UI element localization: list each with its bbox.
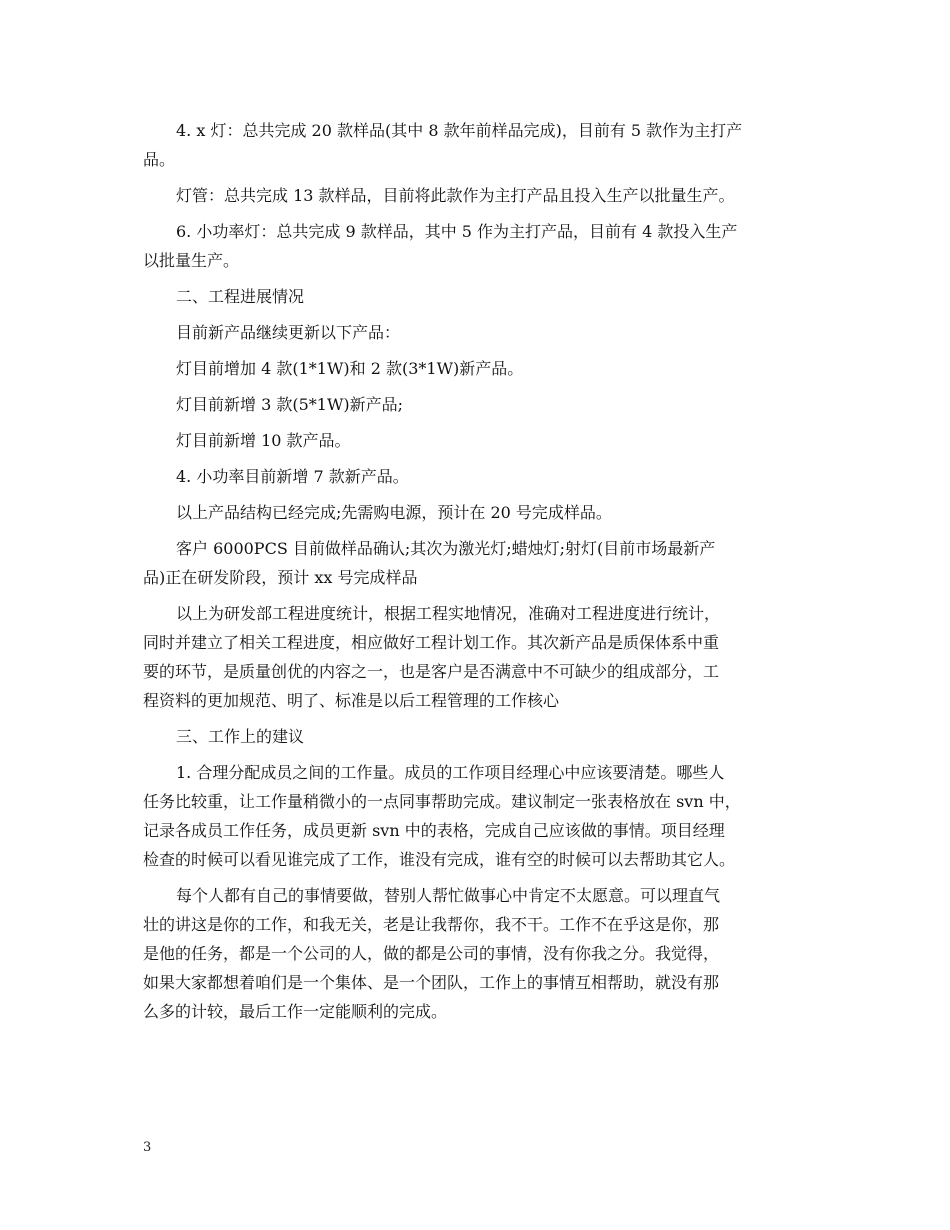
paragraph [143, 116, 813, 174]
paragraph [143, 758, 813, 874]
paragraph-line: 任务比较重，让工作量稍微小的一点同事帮助完成。建议制定一张表格放在 svn 中， [143, 792, 741, 811]
paragraph-line: 壮的讲这是你的工作，和我无关，老是让我帮你，我不干。工作不在乎这是你，那 [143, 915, 720, 934]
paragraph [143, 498, 813, 527]
paragraph-line: 灯目前新增 3 款(5*1W)新产品; [176, 395, 404, 414]
paragraph-line: 品。 [143, 150, 176, 169]
paragraph-line: 以批量生产。 [143, 251, 240, 270]
paragraph-line: 灯管：总共完成 13 款样品，目前将此款作为主打产品且投入生产以批量生产。 [176, 186, 735, 205]
paragraph [143, 462, 813, 491]
paragraph-line: 以上产品结构已经完成;先需购电源，预计在 20 号完成样品。 [176, 503, 612, 522]
paragraph [143, 354, 813, 383]
paragraph-line: 二、工程进展情况 [176, 287, 305, 306]
paragraph [143, 318, 813, 347]
paragraph-line: 品)正在研发阶段，预计 xx 号完成样品 [143, 568, 418, 587]
paragraph-line: 是他的任务，都是一个公司的人，做的都是公司的事情，没有你我之分。我觉得， [143, 944, 720, 963]
paragraph-line: 记录各成员工作任务，成员更新 svn 中的表格，完成自己应该做的事情。项目经理 [143, 821, 725, 840]
paragraph-line: 客户 6000PCS 目前做样品确认;其次为激光灯;蜡烛灯;射灯(目前市场最新产 [176, 539, 716, 558]
paragraph-line: 灯目前新增 10 款产品。 [176, 431, 351, 450]
paragraph [143, 881, 813, 1026]
paragraph-line: 要的环节，是质量创优的内容之一，也是客户是否满意中不可缺少的组成部分，工 [143, 662, 720, 681]
paragraph [143, 390, 813, 419]
paragraph [143, 599, 813, 715]
paragraph [143, 217, 813, 275]
paragraph-line: 三、工作上的建议 [176, 727, 305, 746]
page-number: 3 [143, 1140, 152, 1155]
paragraph-line: 每个人都有自己的事情要做，替别人帮忙做事心中肯定不太愿意。可以理直气 [176, 886, 721, 905]
paragraph-line: 么多的计较，最后工作一定能顺利的完成。 [143, 1002, 448, 1021]
paragraph [143, 722, 813, 751]
paragraph-line: 程资料的更加规范、明了、标准是以后工程管理的工作核心 [143, 691, 560, 710]
paragraph-line: 4. 小功率目前新增 7 款新产品。 [176, 467, 409, 486]
paragraph [143, 282, 813, 311]
paragraph [143, 534, 813, 592]
paragraph-line: 以上为研发部工程进度统计，根据工程实地情况，准确对工程进度进行统计， [176, 604, 721, 623]
paragraph [143, 426, 813, 455]
paragraph-line: 检查的时候可以看见谁完成了工作，谁没有完成，谁有空的时候可以去帮助其它人。 [143, 850, 736, 869]
paragraph [143, 181, 813, 210]
paragraph-line: 同时并建立了相关工程进度，相应做好工程计划工作。其次新产品是质保体系中重 [143, 633, 720, 652]
paragraph-line: 4. x 灯：总共完成 20 款样品(其中 8 款年前样品完成)，目前有 5 款作为主打产 [176, 121, 743, 140]
paragraph-line: 如果大家都想着咱们是一个集体、是一个团队，工作上的事情互相帮助，就没有那 [143, 973, 720, 992]
paragraph-line: 1. 合理分配成员之间的工作量。成员的工作项目经理心中应该要清楚。哪些人 [176, 763, 725, 782]
paragraph-line: 6. 小功率灯：总共完成 9 款样品，其中 5 作为主打产品，目前有 4 款投入生产 [176, 222, 738, 241]
paragraph-line: 灯目前增加 4 款(1*1W)和 2 款(3*1W)新产品。 [176, 359, 524, 378]
document-body [143, 116, 813, 1033]
paragraph-line: 目前新产品继续更新以下产品： [176, 323, 401, 342]
